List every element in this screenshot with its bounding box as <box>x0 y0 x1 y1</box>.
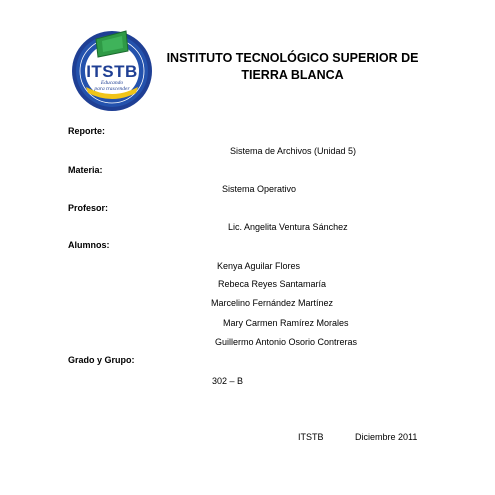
svg-text:para trascender: para trascender <box>94 86 130 92</box>
alumnos-label: Alumnos: <box>68 240 110 250</box>
title-line-2: TIERRA BLANCA <box>241 68 344 82</box>
svg-text:Educando: Educando <box>100 80 124 86</box>
alumno-name: Mary Carmen Ramírez Morales <box>223 318 349 328</box>
alumno-name: Kenya Aguilar Flores <box>217 261 301 271</box>
alumno-name: Rebeca Reyes Santamaría <box>218 279 327 289</box>
grado-label: Grado y Grupo: <box>68 355 135 365</box>
grado-value: 302 – B <box>212 376 244 386</box>
reporte-value: Sistema de Archivos (Unidad 5) <box>230 146 357 156</box>
title-line-1: INSTITUTO TECNOLÓGICO SUPERIOR DE <box>166 51 419 65</box>
footer-institution: ITSTB <box>298 432 324 442</box>
profesor-value: Lic. Angelita Ventura Sánchez <box>228 222 348 232</box>
reporte-label: Reporte: <box>68 126 106 136</box>
profesor-label: Profesor: <box>68 203 109 213</box>
itstb-logo <box>68 25 156 113</box>
materia-label: Materia: <box>68 165 103 175</box>
svg-text:ITSTB: ITSTB <box>86 62 138 81</box>
materia-value: Sistema Operativo <box>222 184 297 194</box>
footer-date: Diciembre 2011 <box>355 432 418 442</box>
institution-title <box>150 50 435 84</box>
alumno-name: Marcelino Fernández Martínez <box>211 298 334 308</box>
alumno-name: Guillermo Antonio Osorio Contreras <box>215 337 358 347</box>
